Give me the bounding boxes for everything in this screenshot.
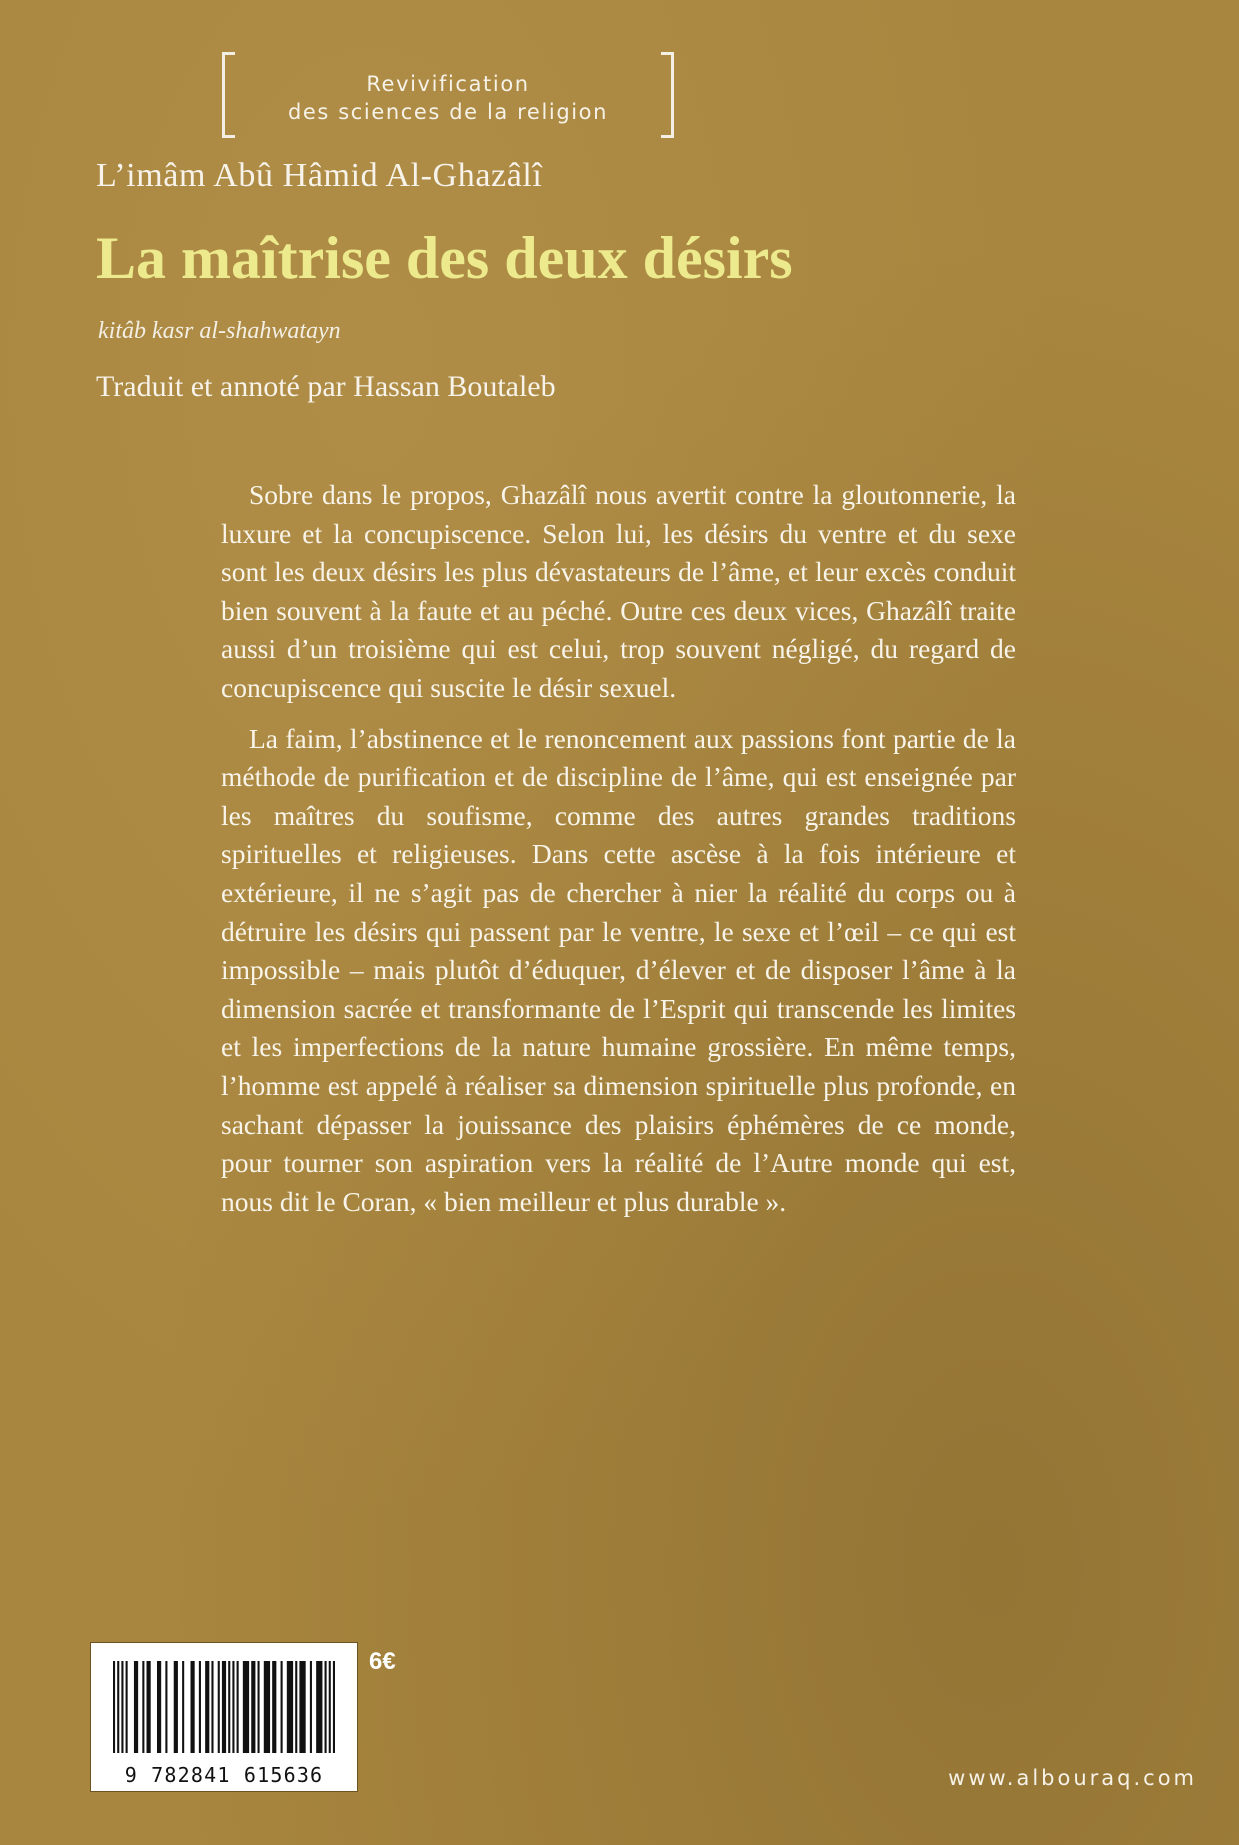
isbn-number: 9 782841 615636 <box>124 1763 324 1787</box>
barcode-bar <box>310 1661 312 1753</box>
barcode-bars <box>113 1661 335 1753</box>
barcode-bar <box>287 1661 293 1753</box>
right-bracket <box>661 52 674 138</box>
left-bracket <box>222 52 235 138</box>
series-line-2: des sciences de la religion <box>287 100 609 124</box>
description-paragraph-2: La faim, l’abstinence et le renoncement aux passions font partie de la méthode de purification et de discipline de l’âme, qui est enseignée par les maîtres du soufisme, comme des autres grandes traditions spirituelles et religieuses. Dans cette ascèse à la fois intérieure et extérieure, il ne s’agit pas de chercher à nier la réalité du corps ou à détruire les désirs qui passent par le ventre, le sexe et l’œil – ce qui est impossible – mais plutôt d’éduquer, d’élever et de disposer l’âme à la dimension sacrée et transformante de l’Esprit qui transcende les limites et les imperfections de la nature humaine grossière. En même temps, l’homme est appelé à réaliser sa dimension spirituelle plus profonde, en sachant dépasser la jouissance des plaisirs éphémères de ce monde, pour tourner son aspiration vers la réalité de l’Autre monde qui est, nous dit le Coran, « bien meilleur et plus durable ». <box>221 722 1016 1217</box>
barcode-bar <box>228 1661 230 1753</box>
series-line-1: Revivification <box>366 72 530 96</box>
barcode-bar <box>232 1661 234 1753</box>
description-paragraph-1: Sobre dans le propos, Ghazâlî nous avertit contre la gloutonnerie, la luxure et la concupiscence. Selon lui, les désirs du ventre et du sexe sont les deux désirs les plus dévastateurs de l’âme, et leur excès conduit bien souvent à la faute et au péché. Outre ces deux vices, Ghazâlî traite aussi d’un troisième qui est celui, trop souvent négligé, du regard de concupiscence qui suscite le désir sexuel. <box>221 479 1016 703</box>
barcode-bar <box>222 1661 226 1753</box>
barcode-bar <box>199 1661 201 1753</box>
barcode-bar <box>165 1661 167 1753</box>
barcode-bar <box>134 1661 138 1753</box>
barcode-bar <box>113 1661 115 1753</box>
barcode-bar <box>237 1661 239 1753</box>
barcode-bar <box>329 1661 331 1753</box>
series-label <box>222 52 674 138</box>
book-subtitle: kitâb kasr al-shahwatayn <box>98 318 341 344</box>
barcode-bar <box>211 1661 213 1753</box>
barcode-bar <box>121 1661 123 1753</box>
barcode-bar <box>299 1661 305 1753</box>
barcode-bar <box>243 1661 249 1753</box>
barcode-bar <box>190 1661 194 1753</box>
barcode-bar <box>182 1661 184 1753</box>
author-name: L’imâm Abû Hâmid Al-Ghazâlî <box>96 157 543 194</box>
translator-credit: Traduit et annoté par Hassan Boutaleb <box>96 370 556 403</box>
barcode-bar <box>218 1661 220 1753</box>
barcode-bar <box>333 1661 335 1753</box>
publisher-website: www.albouraq.com <box>948 1766 1197 1790</box>
book-title: La maîtrise des deux désirs <box>96 225 793 291</box>
barcode-bar <box>142 1661 144 1753</box>
price-label: 6€ <box>369 1648 396 1675</box>
barcode-bar <box>147 1661 151 1753</box>
barcode-bar <box>126 1661 128 1753</box>
barcode-bar <box>205 1661 209 1753</box>
barcode-bar <box>272 1661 276 1753</box>
barcode-bar <box>264 1661 270 1753</box>
barcode-bar <box>157 1661 161 1753</box>
isbn-barcode <box>90 1642 358 1792</box>
barcode-bar <box>325 1661 327 1753</box>
barcode-bar <box>295 1661 297 1753</box>
series-name <box>240 70 656 126</box>
back-cover-description <box>221 476 1016 1233</box>
barcode-bar <box>251 1661 255 1753</box>
barcode-bar <box>281 1661 283 1753</box>
barcode-bar <box>258 1661 260 1753</box>
barcode-bar <box>174 1661 178 1753</box>
barcode-bar <box>316 1661 322 1753</box>
barcode-bar <box>117 1661 119 1753</box>
